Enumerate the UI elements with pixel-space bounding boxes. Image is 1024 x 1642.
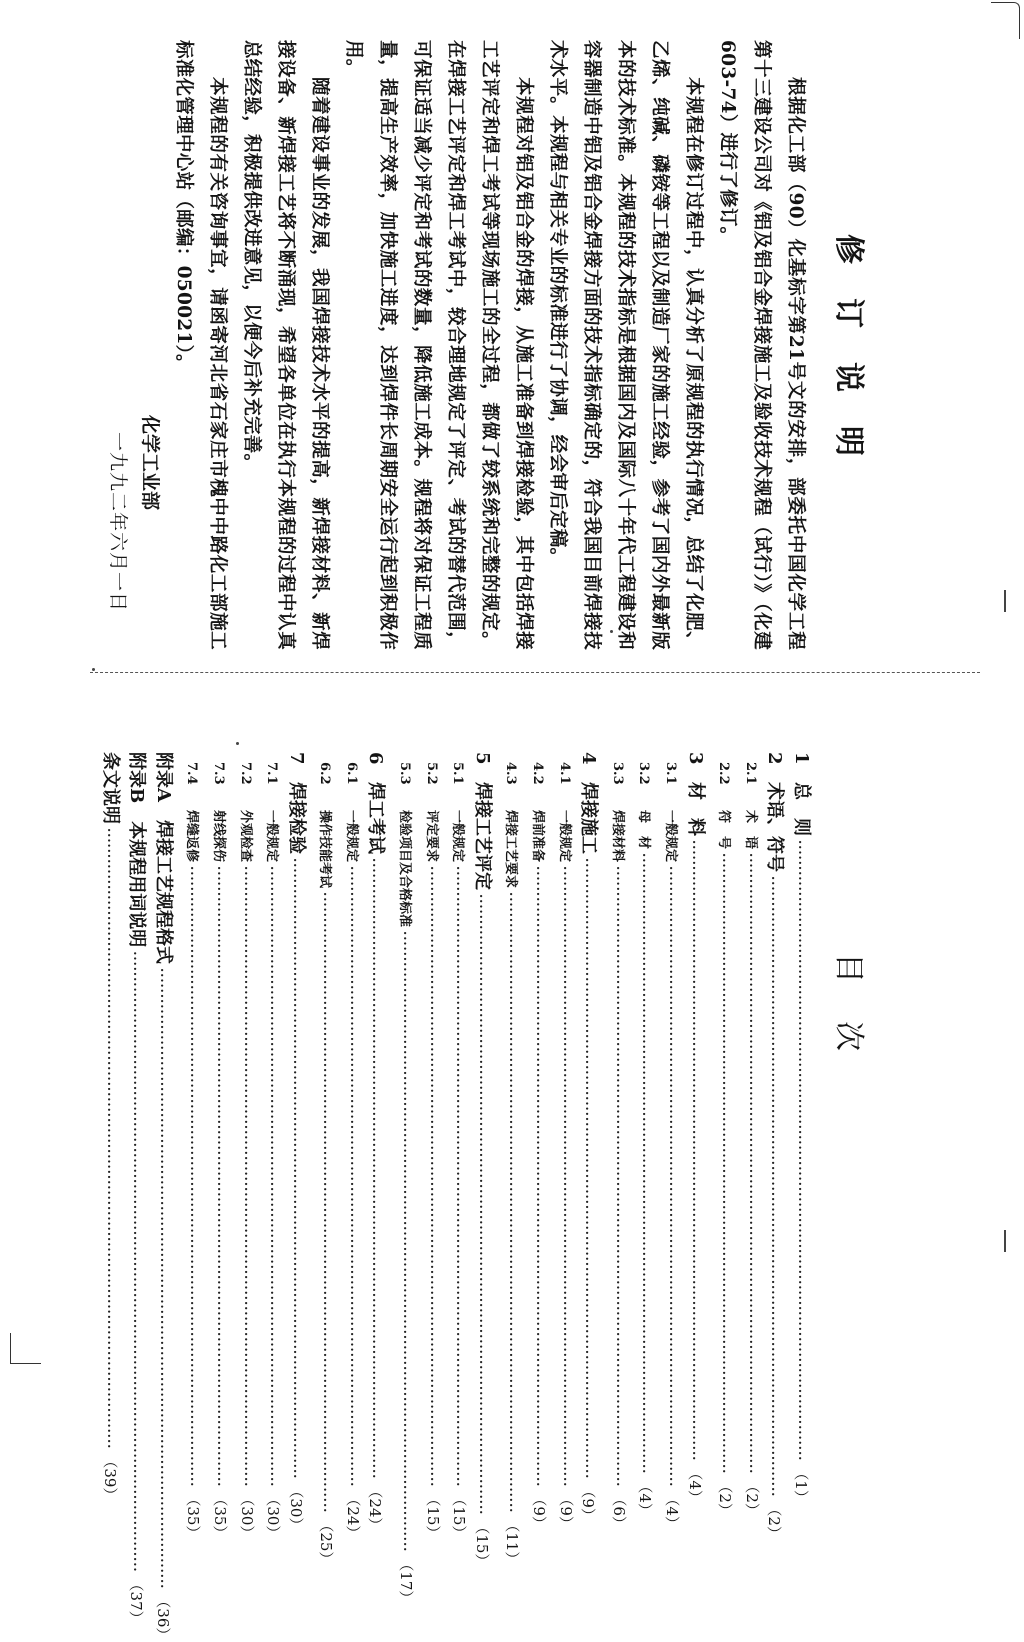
toc-entry [337,752,364,1541]
toc-dot-leader: ························································································································ [557,866,572,1488]
toc-entry-page: （37） [127,1576,146,1626]
toc-dot-leader: ························································································································ [101,828,116,1450]
revision-notes-page [54,40,874,650]
toc-dot-leader: ························································································································ [367,858,382,1480]
toc-dot-leader: ························································································································ [265,866,280,1488]
toc-entry [710,752,737,1518]
toc-entry-title: 附录A 焊接工艺规程格式 [152,752,174,964]
toc-dot-leader: ························································································································ [473,894,488,1516]
issuer-signature: 化学工业部 [139,415,161,511]
revision-paragraph: 本规程的有关咨询事宜，请函寄河北省石家庄市槐中中路化工部施工标准化管理中心站（邮编：050021）。 [173,40,228,650]
toc-entry [364,752,391,1533]
toc-entry [523,752,550,1531]
toc-entry-page: （25） [317,1517,336,1567]
toc-entry [789,752,816,1505]
toc-entry [603,752,630,1531]
toc-entry-number: 7.1 [264,762,280,785]
toc-entry-page: （6） [609,1491,628,1531]
toc-entry-title: 一般规定 [450,810,466,863]
toc-entry [178,752,205,1541]
toc-entry-page: （2） [742,1478,761,1518]
toc-entry-title: 焊接材料 [609,810,625,863]
toc-entry-title: 符 号 [716,810,732,850]
toc-entry-title: 一般规定 [663,810,679,863]
toc-entry-title: 材 料 [684,782,706,836]
toc-entry-number: 7 [285,752,307,765]
toc-entry-number: 6.2 [317,762,333,785]
toc-dot-leader: ························································································································ [743,853,758,1475]
revision-paragraph: 随着建设事业的发展，我国焊接技术水平的提高，新焊接材料、新焊接设备、新焊接工艺将不断涌现，希望各单位在执行本规程的过程中认真总结经验，积极提供改进意见，以便今后补充完善。 [241,40,330,650]
table-of-contents-page [54,752,874,1642]
toc-entry [417,752,444,1541]
toc-entry-number: 7.2 [237,762,253,785]
toc-dot-leader: ························································································································ [128,951,143,1573]
toc-entry [630,752,657,1518]
toc-entry-number: 6 [365,752,387,765]
toc-entry-title: 一般规定 [343,810,359,863]
toc-entry-number: 5.1 [450,762,466,785]
toc-entry-page: （30） [264,1491,283,1541]
toc-entry-page: （4） [663,1491,682,1531]
toc-entry-page: （15） [423,1491,442,1541]
toc-dot-leader: ························································································································ [185,866,200,1488]
toc-dot-leader: ························································································································ [398,931,413,1553]
toc-dot-leader: ························································································································ [504,892,519,1514]
toc-entry-number: 2 [764,752,786,765]
revision-paragraph: 根据化工部（90）化基标字第21号文的安排，部委托中国化学工程第十三建设公司对《铝及铝合金焊接施工及验收技术规程（试行）》（化建603-74）进行了修订。 [717,40,806,650]
toc-entry-page: （11） [503,1517,522,1567]
toc-entry-number: 3.1 [663,762,679,785]
toc-entry-page: （9） [579,1483,598,1523]
toc-dot-leader: ························································································································ [664,866,679,1488]
toc-entry-title: 总 则 [791,782,812,836]
toc-entry-title: 操作技能考试 [317,810,333,889]
toc-entry [125,752,152,1626]
toc-entry-title: 母 材 [636,810,652,850]
toc-entry-title: 条文说明 [99,752,121,824]
toc-dot-leader: ························································································································ [717,853,732,1475]
toc-dot-leader: ························································································································ [610,866,625,1488]
toc-entry-page: （30） [286,1483,305,1533]
toc-dot-leader: ························································································································ [424,866,439,1488]
toc-list [98,752,816,1642]
toc-entry-number: 2.1 [742,762,758,785]
toc-entry-page: （2） [765,1501,784,1541]
toc-dot-leader: ························································································································ [451,866,466,1488]
toc-entry-title: 外观检查 [237,810,253,863]
toc-entry-title: 附录B 本规程用词说明 [126,752,148,948]
toc-entry-page: （35） [210,1491,229,1541]
toc-dot-leader: ························································································································ [211,866,226,1488]
toc-entry [98,752,125,1503]
revision-paragraph: 本规程在修订过程中，认真分析了原规程的执行情况，总结了化肥、乙烯、纯碱、磷铵等工程以及制造厂家的施工经验，参考了国内外最新版本的技术标准。本规程的技术指标是根据国内及国际八十年代工程建设和容器制造中铝及铝合金焊接方面的技术指标确定的，符合我国目前焊接技术水平。本规程与相关专业的标准进行了协调，经会审后定稿。 [547,40,704,650]
toc-entry-number: 5 [471,752,493,765]
toc-entry-title: 焊接施工 [578,782,600,854]
toc-entry [391,752,418,1606]
toc-entry-title: 术 语 [742,810,758,850]
toc-entry [284,752,311,1533]
toc-entry [444,752,471,1541]
toc-entry-page: （17） [397,1556,416,1606]
toc-entry-number: 4.1 [556,762,572,785]
toc-entry-page: （9） [530,1491,549,1531]
toc-entry-page: （4） [636,1478,655,1518]
toc-dot-leader: ························································································································ [531,866,546,1488]
toc-entry-number: 3.3 [609,762,625,785]
toc-title: 目次 [831,953,866,1089]
toc-dot-leader: ························································································································ [686,840,701,1462]
toc-dot-leader: ························································································································ [154,967,169,1590]
toc-entry-number: 4.2 [530,762,546,785]
toc-entry-title: 术语、符号 [764,782,786,872]
toc-entry-number: 1 [791,752,812,765]
toc-entry-title: 一般规定 [556,810,572,863]
toc-entry-title: 焊接工艺要求 [503,810,519,889]
toc-entry-title: 一般规定 [264,810,280,863]
toc-dot-leader: ························································································································ [637,853,652,1475]
toc-entry-number: 7.4 [184,762,200,785]
toc-entry [683,752,710,1505]
toc-entry-page: （35） [184,1491,203,1541]
revision-paragraph: 本规程对铝及铝合金的焊接，从施工准备到焊接检验，其中包括焊接工艺评定和焊工考试等现场施工的全过程，都做了较系统和完整的规定。在焊接工艺评定和焊工考试中，较合理地规定了评定、考试的替代范围，可保证适当减少评定和考试的数量，降低施工成本。规程将对保证工程质量，提高生产效率，加快施工进度，达到焊件长周期安全运行起到积极作用。 [343,40,534,650]
toc-dot-leader: ························································································································ [766,876,781,1498]
toc-entry [656,752,683,1531]
toc-entry [231,752,258,1541]
toc-entry-page: （15） [472,1519,491,1569]
toc-dot-leader: ························································································································ [318,892,333,1514]
toc-entry-title: 焊前准备 [530,810,546,863]
toc-entry [204,752,231,1541]
toc-entry-page: （30） [237,1491,256,1541]
toc-entry-title: 焊接检验 [285,782,307,854]
toc-entry-title: 焊工考试 [365,782,387,854]
toc-entry [258,752,285,1541]
toc-entry-title: 焊接工艺评定 [471,782,493,890]
toc-dot-leader: ························································································································ [580,858,595,1480]
toc-entry-title: 焊缝返修 [184,810,200,863]
toc-entry-number: 5.2 [423,762,439,785]
toc-entry-number: 3 [684,752,706,765]
toc-entry-page: （24） [343,1491,362,1541]
toc-entry [151,752,178,1642]
toc-entry [497,752,524,1567]
toc-entry-number: 5.3 [397,762,413,785]
toc-entry-number: 4 [578,752,600,765]
toc-entry-title: 评定要求 [423,810,439,863]
toc-entry-title: 检验项目及合格标准 [397,810,413,928]
toc-entry [311,752,338,1567]
toc-entry-number: 6.1 [343,762,359,785]
toc-entry [763,752,790,1541]
revision-title: 修订说明 [831,234,866,490]
toc-entry-number: 2.2 [716,762,732,785]
toc-entry [550,752,577,1531]
toc-entry-page: （39） [100,1453,119,1503]
toc-entry-title: 射线探伤 [210,810,226,863]
toc-dot-leader: ························································································································ [287,858,302,1480]
toc-entry-page: （2） [716,1478,735,1518]
toc-dot-leader: ························································································································ [793,840,807,1462]
issue-date: 一九九二年六月一日 [107,432,129,613]
toc-dot-leader: ························································································································ [344,866,359,1488]
toc-entry-number: 4.3 [503,762,519,785]
toc-entry-page: （15） [450,1491,469,1541]
toc-entry-page: （4） [685,1465,704,1505]
toc-entry-page: （36） [153,1593,172,1642]
toc-entry-page: （9） [556,1491,575,1531]
toc-entry-number: 3.2 [636,762,652,785]
toc-entry-page: （1） [792,1465,810,1505]
toc-entry [577,752,604,1523]
toc-entry [736,752,763,1518]
toc-dot-leader: ························································································································ [238,866,253,1488]
toc-entry-number: 7.3 [210,762,226,785]
toc-entry [470,752,497,1569]
toc-entry-page: （24） [366,1483,385,1533]
